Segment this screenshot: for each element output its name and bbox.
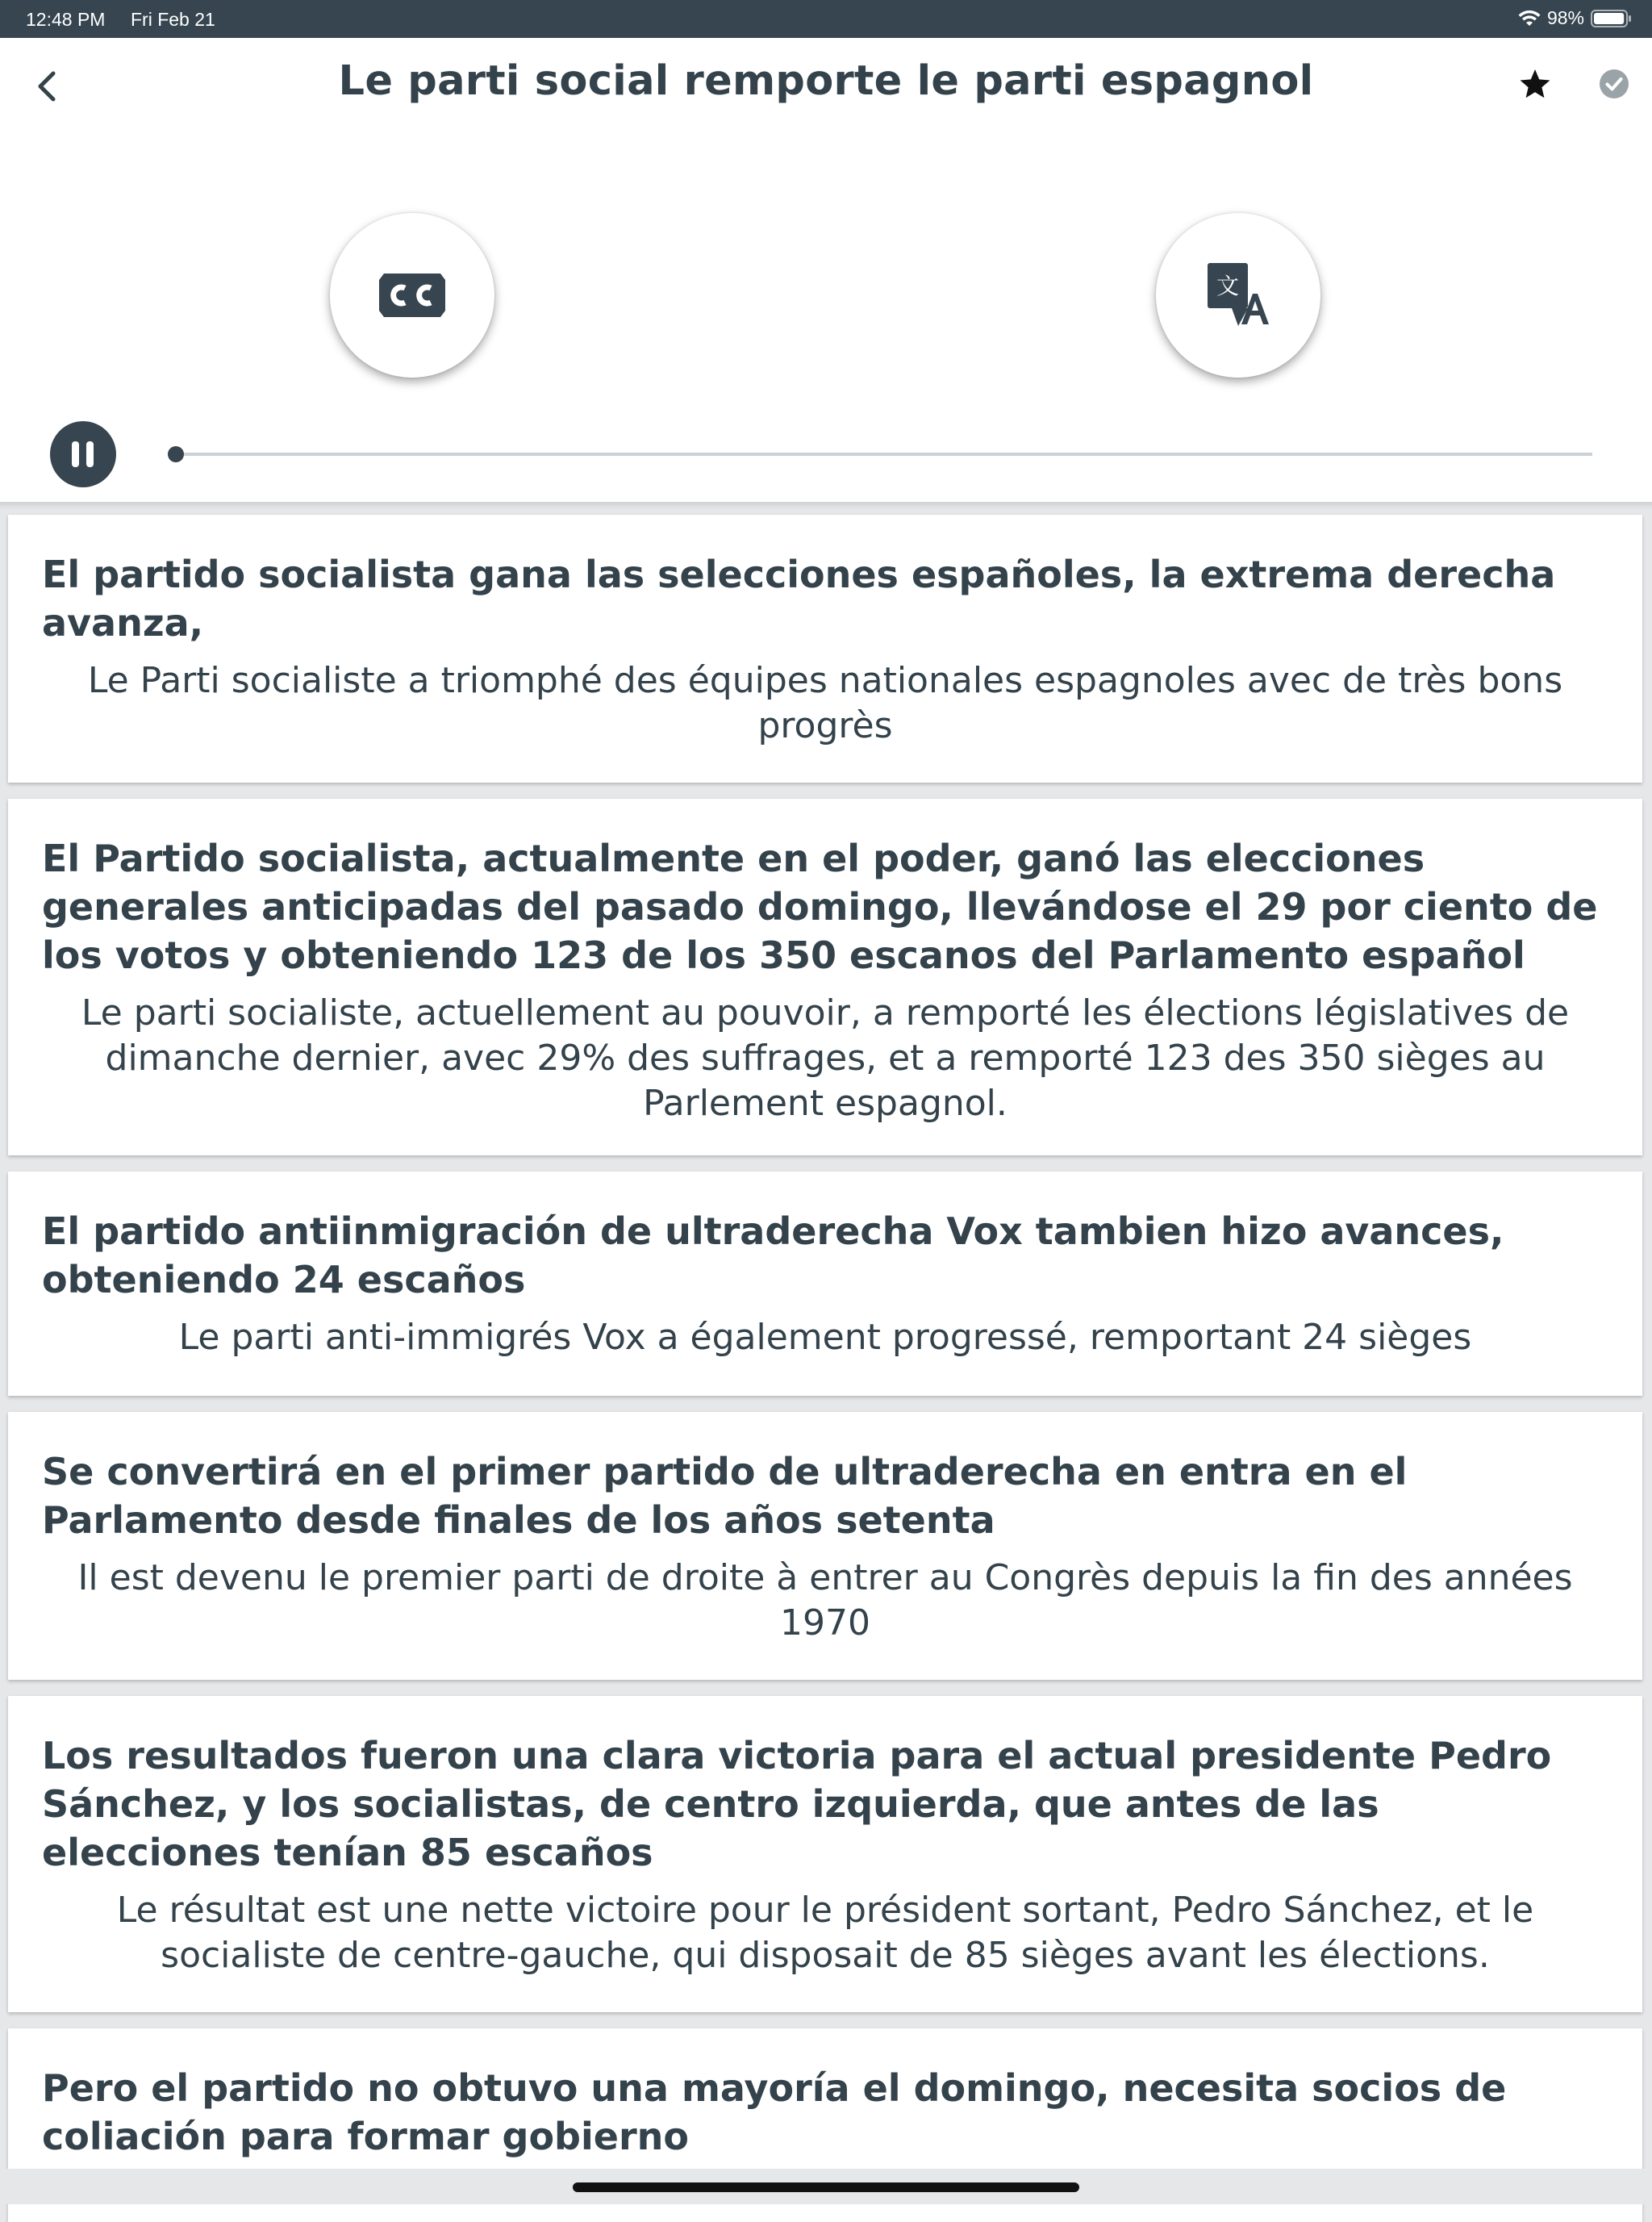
- sentence-card[interactable]: [8, 1696, 1642, 2012]
- progress-slider[interactable]: [176, 453, 1592, 456]
- sentence-card[interactable]: [8, 1172, 1642, 1396]
- battery-icon: [1591, 9, 1633, 28]
- battery-percent: 98%: [1546, 7, 1584, 28]
- sentence-french: Le parti anti-immigrés Vox a également progressé, remportant 24 sièges: [178, 1317, 1472, 1358]
- wifi-icon: [1518, 10, 1541, 27]
- sentence-french: Le Parti socialiste a triomphé des équipes nationales espagnoles avec de très bons progrès: [87, 660, 1563, 746]
- closed-captions-icon: [378, 270, 447, 320]
- sentence-french: Il est devenu le premier parti de droite à entrer au Congrès depuis la fin des années 1970: [77, 1557, 1573, 1644]
- captions-button[interactable]: [330, 213, 494, 378]
- svg-text:文: 文: [1216, 273, 1240, 299]
- sentence-card[interactable]: [8, 515, 1642, 783]
- header-divider: [0, 502, 1652, 510]
- translate-icon: [1204, 260, 1272, 331]
- home-indicator[interactable]: [573, 2182, 1079, 2192]
- sentence-spanish: Se convertirá en el primer partido de ultraderecha en entra en el Parlamento desde finales de los años setenta: [42, 1450, 1408, 1542]
- check-circle-icon: [1596, 65, 1633, 102]
- sentence-spanish: Los resultados fueron una clara victoria para el actual presidente Pedro Sánchez, y los socialistas, de centro izquierda, que antes de las elecciones tenían 85 escaños: [42, 1734, 1552, 1874]
- sentence-card[interactable]: [8, 799, 1642, 1155]
- favorite-button[interactable]: [1516, 65, 1554, 102]
- sentence-spanish: El Partido socialista, actualmente en el poder, ganó las elecciones generales anticipadas del pasado domingo, llevándose el 29 por ciento de los votos y obteniendo 123 de los 350 escanos del Parlamento español: [42, 837, 1598, 977]
- translate-button[interactable]: [1156, 213, 1320, 378]
- status-date: Fri Feb 21: [131, 9, 215, 30]
- status-bar: [0, 0, 1652, 38]
- progress-knob[interactable]: [168, 446, 184, 462]
- header: [0, 38, 1652, 506]
- status-time: 12:48 PM: [26, 9, 106, 30]
- status-indicators: [1518, 7, 1633, 29]
- sentence-card[interactable]: [8, 1412, 1642, 1680]
- sentence-french: Le résultat est une nette victoire pour le président sortant, Pedro Sánchez, et le socialiste de centre-gauche, qui disposait de 85 sièges avant les élections.: [116, 1890, 1534, 1976]
- star-icon: [1516, 65, 1554, 102]
- sentence-spanish: Pero el partido no obtuvo una mayoría el domingo, necesita socios de coliación para formar gobierno: [42, 2066, 1507, 2158]
- page-title: Le parti social remporte le parti espagnol: [338, 57, 1314, 105]
- sentence-french: Le parti socialiste, actuellement au pouvoir, a remporté les élections législatives de dimanche dernier, avec 29% des suffrages, et a remporté 123 des 350 sièges au Parlement espagnol.: [81, 992, 1570, 1124]
- pause-button[interactable]: [50, 421, 116, 487]
- sentence-spanish: El partido socialista gana las selecciones españoles, la extrema derecha avanza,: [42, 553, 1556, 645]
- sentence-spanish: El partido antiinmigración de ultraderecha Vox tambien hizo avances, obteniendo 24 escaños: [42, 1209, 1504, 1301]
- complete-button[interactable]: [1596, 65, 1633, 102]
